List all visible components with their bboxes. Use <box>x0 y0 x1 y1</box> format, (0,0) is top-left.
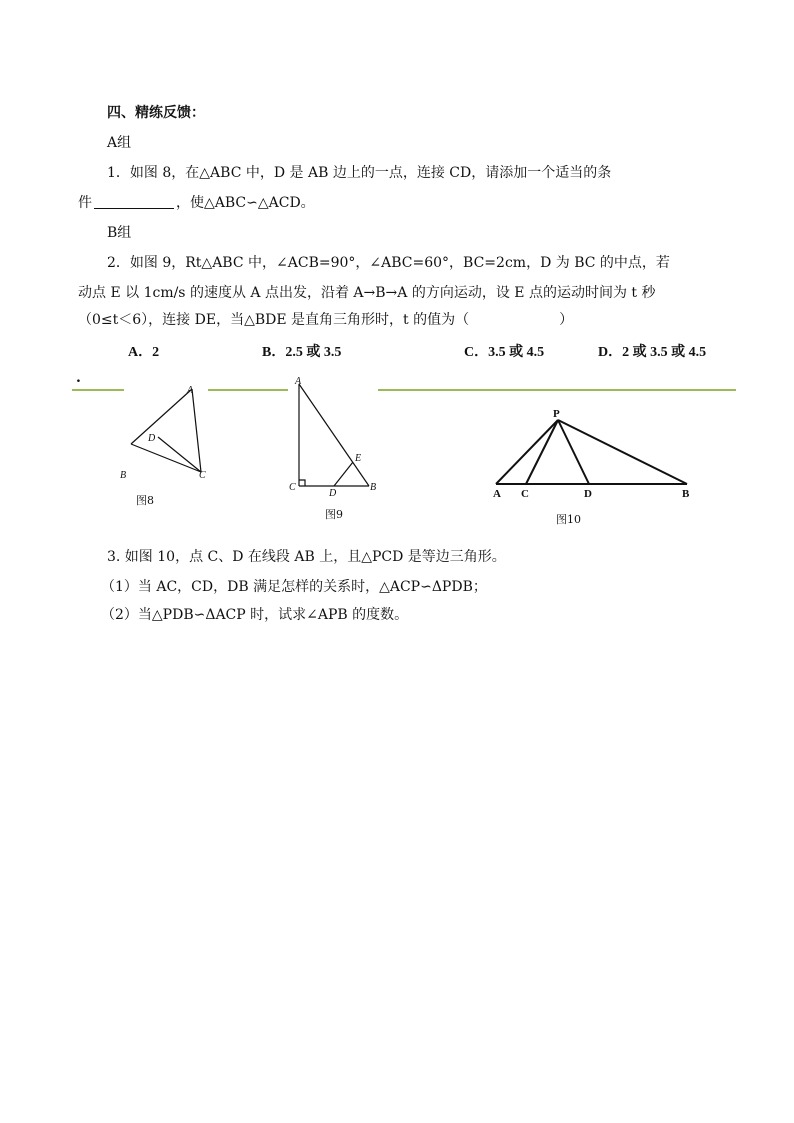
fig8-label-b: B <box>120 470 127 481</box>
fig10-label-a: A <box>493 488 501 500</box>
group-a-label: A组 <box>107 135 132 151</box>
q3-line3: （2）当△PDB∽ΔACP 时，试求∠APB 的度数。 <box>101 607 409 623</box>
fig10-segment-pc <box>526 420 558 484</box>
q1-line2-prefix: 件 <box>78 195 92 211</box>
fig10-label-c: C <box>521 488 529 500</box>
figure-10 <box>485 398 700 508</box>
fig9-caption: 图9 <box>325 508 343 521</box>
q2-option-d[interactable]: D．2 或 3.5 或 4.5 <box>598 345 707 360</box>
fig10-segment-pa <box>496 420 558 484</box>
q1-line2-suffix: ，使△ABC∽△ACD。 <box>176 195 315 211</box>
fig9-segment-de <box>334 462 353 486</box>
q2-option-b[interactable]: B．2.5 或 3.5 <box>262 345 342 360</box>
fig8-label-d: D <box>148 433 156 444</box>
fig10-segment-pd <box>558 420 589 484</box>
q3-line2: （1）当 AC，CD，DB 满足怎样的关系时，△ACP∽ΔPDB； <box>101 579 487 595</box>
fig8-segment-cd <box>158 437 201 472</box>
q2-line2: 动点 E 以 1cm/s 的速度从 A 点出发，沿着 A→B→A 的方向运动，设 E 点的运动时间为 t 秒 <box>78 285 656 301</box>
fig9-right-angle-mark <box>299 480 305 486</box>
stray-dot: . <box>76 370 81 386</box>
fig8-label-c: C <box>199 470 206 481</box>
q2-option-a[interactable]: A．2 <box>128 345 160 360</box>
q1-line1: 1．如图 8，在△ABC 中，D 是 AB 边上的一点，连接 CD，请添加一个适当的条 <box>107 165 612 181</box>
fig10-label-b: B <box>682 488 690 500</box>
fig9-label-b: B <box>370 482 377 493</box>
fig8-side-ab <box>131 389 192 444</box>
fig9-label-c: C <box>289 482 296 493</box>
q2-option-c[interactable]: C．3.5 或 4.5 <box>464 345 545 360</box>
fig9-side-ab <box>299 384 369 486</box>
q3-line1: 3. 如图 10，点 C、D 在线段 AB 上，且△PCD 是等边三角形。 <box>107 549 506 565</box>
fig10-caption: 图10 <box>556 513 581 526</box>
q1-answer-blank[interactable] <box>94 194 174 209</box>
green-rule-right <box>378 389 736 391</box>
fig8-side-ac <box>192 389 201 472</box>
q2-line1: 2．如图 9，Rt△ABC 中，∠ACB=90°，∠ABC=60°，BC=2cm，D 为 BC 的中点，若 <box>107 255 670 271</box>
q2-line3 <box>78 310 573 330</box>
figure-8 <box>115 378 225 488</box>
fig9-label-d: D <box>329 488 337 499</box>
section-title: 四、精练反馈： <box>107 105 205 121</box>
fig8-side-bc <box>131 444 201 472</box>
fig10-segment-pb <box>558 420 687 484</box>
q2-line3-prefix: （0≤t＜6），连接 DE，当△BDE 是直角三角形时，t 的值为（ <box>78 312 470 328</box>
group-b-label: B组 <box>107 225 132 241</box>
fig8-label-a: A <box>187 385 194 396</box>
fig8-caption: 图8 <box>136 494 154 507</box>
fig10-label-p: P <box>553 408 560 420</box>
fig9-label-a: A <box>295 376 302 387</box>
fig9-label-e: E <box>355 453 362 464</box>
q1-line2 <box>78 193 315 213</box>
q2-line3-suffix: ） <box>559 312 574 328</box>
figure-9 <box>285 372 395 502</box>
fig10-label-d: D <box>584 488 592 500</box>
